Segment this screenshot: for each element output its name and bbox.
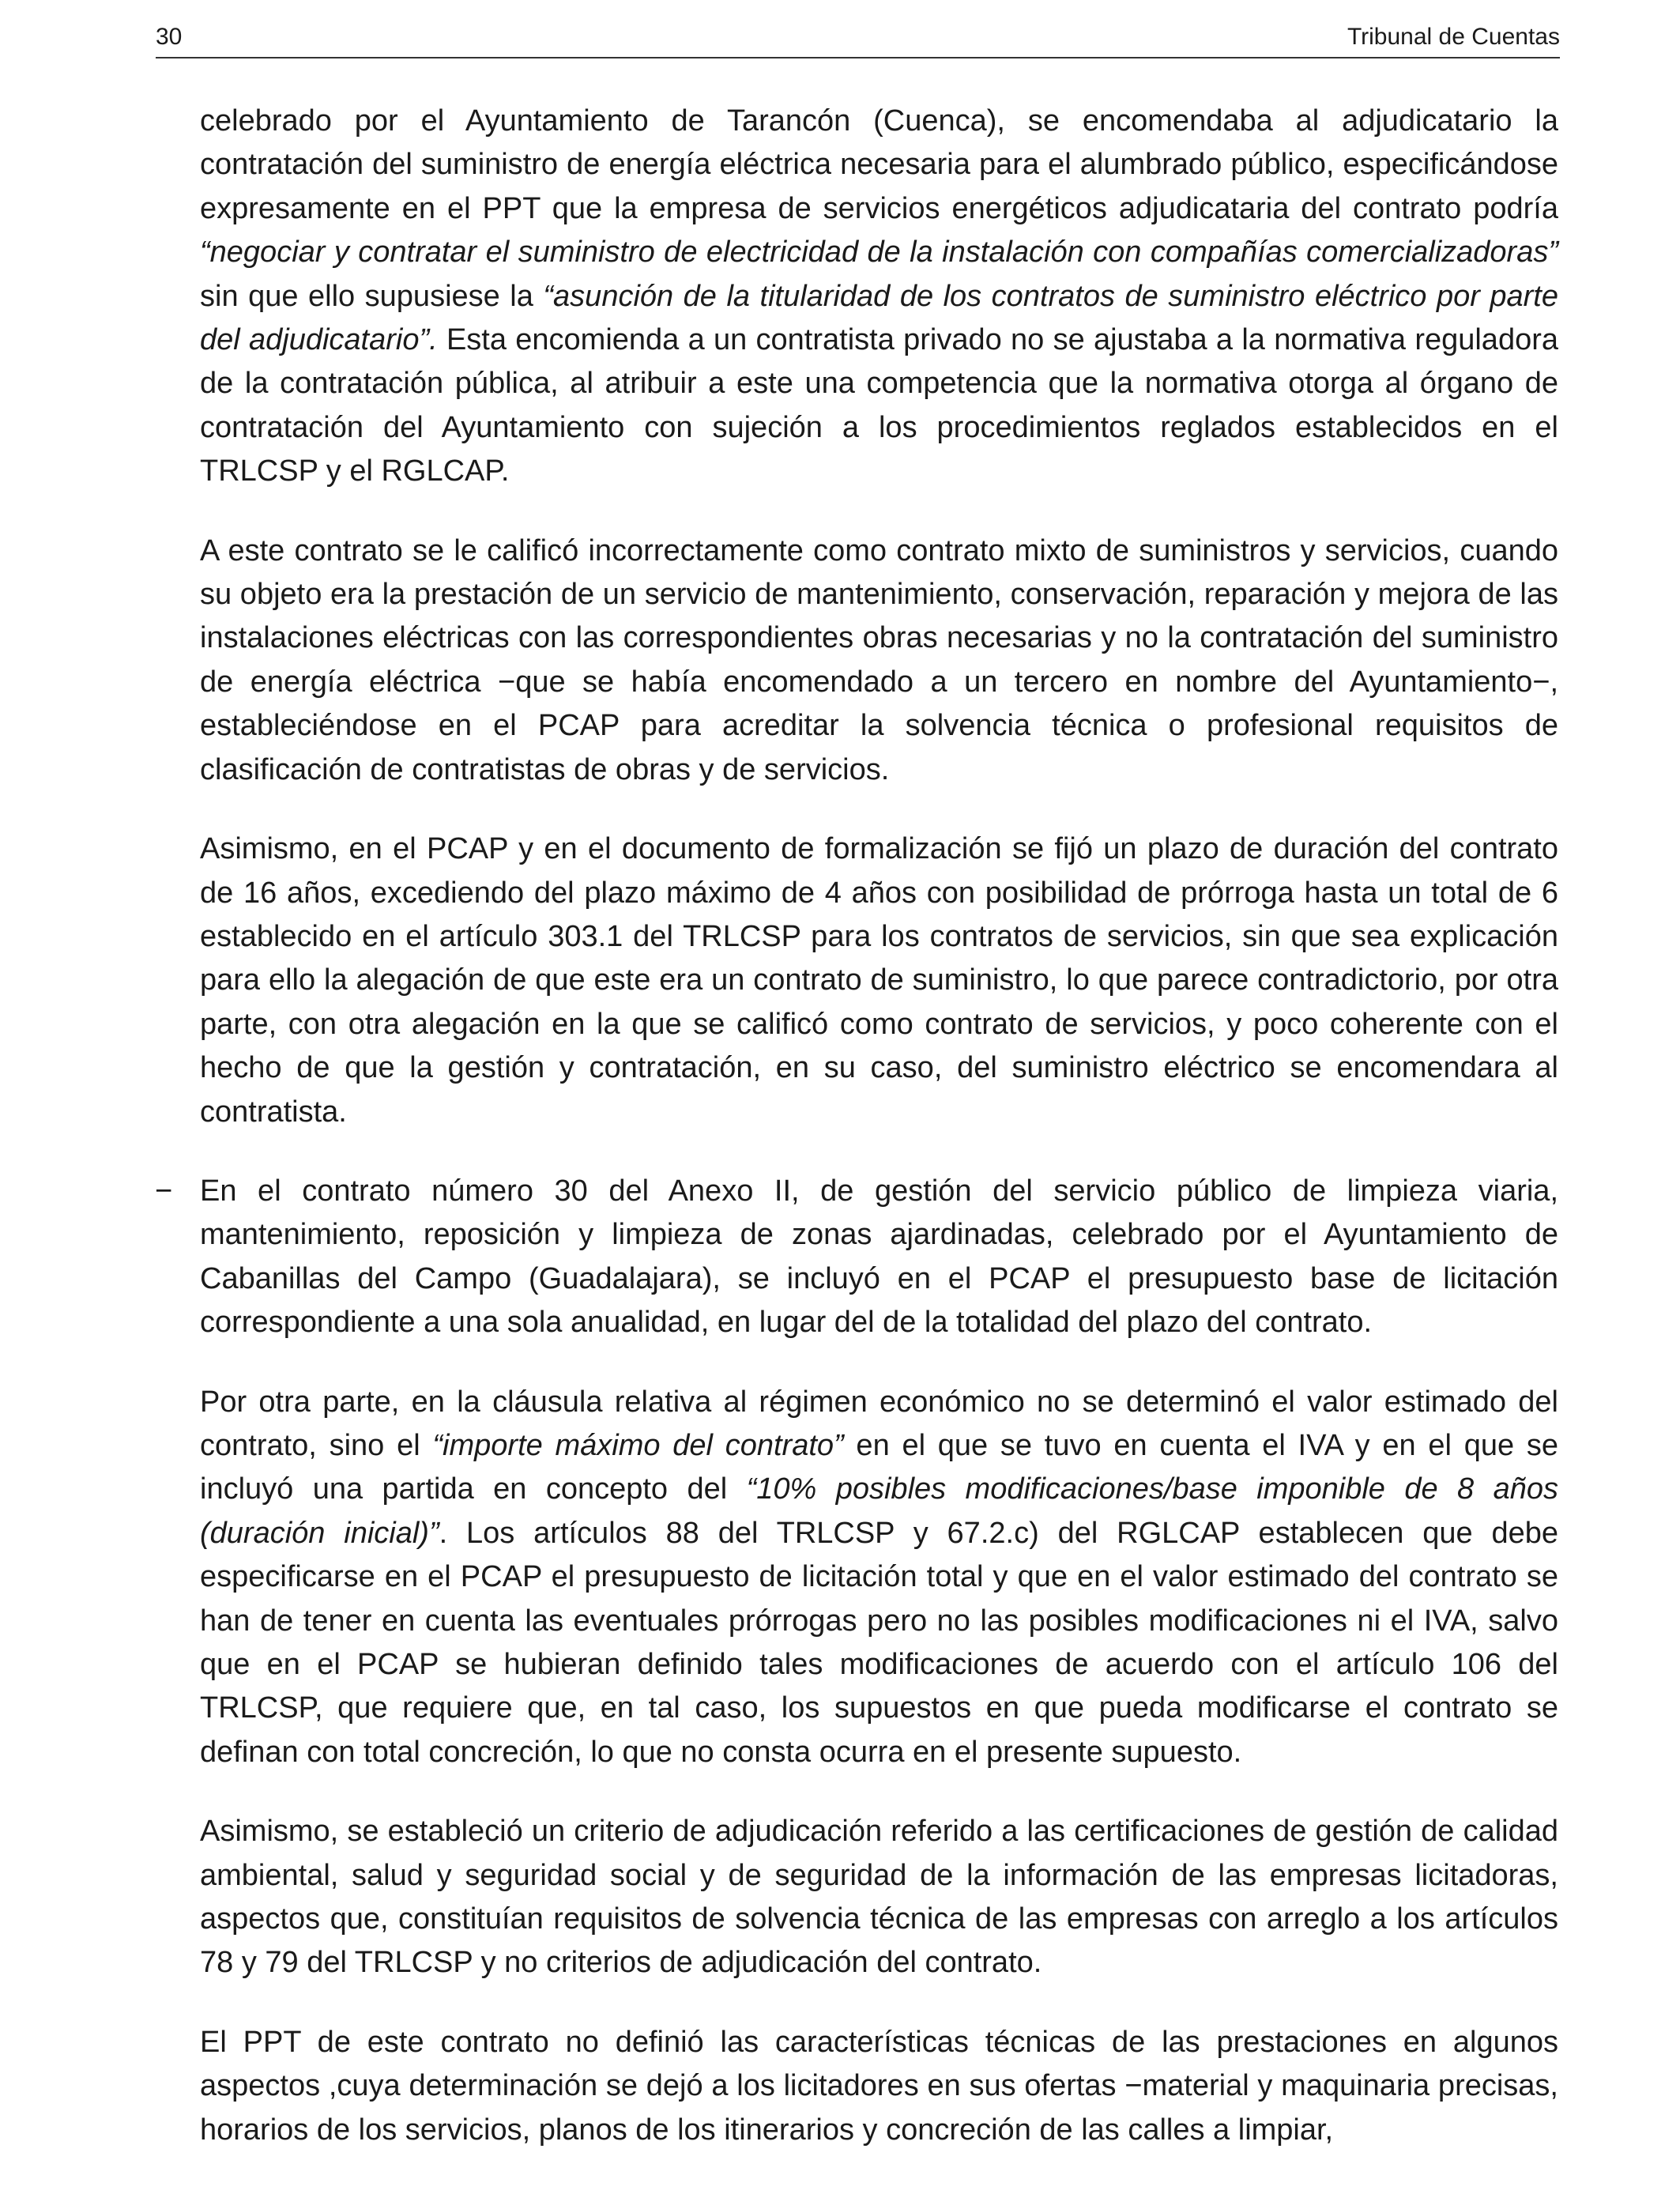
- text-run: En el contrato número 30 del Anexo II, de gestión del servicio público de limpieza viaria, mantenimiento, reposición y limpieza de zonas ajardinadas, celebrado por el Ayuntamiento de Cabanillas del Campo (Guadalajara), se incluyó en el PCAP el presupuesto base de licitación correspondiente a una sola anualidad, en lugar del de la totalidad del plazo del contrato.: [200, 1174, 1558, 1340]
- text-run: en el que se tuvo en cuenta el IVA y en el que se incluyó una partida en concepto del: [200, 1428, 1558, 1506]
- header-title: Tribunal de Cuentas: [1347, 24, 1560, 50]
- text-run: A este contrato se le calificó incorrectamente como contrato mixto de suministros y servicios, cuando su objeto era la prestación de un servicio de mantenimiento, conservación, reparación y mejora de las instalaciones eléctricas con las correspondientes obras necesarias y no la contratación del suministro de energía eléctrica −que se había encomendado a un tercero en nombre del Ayuntamiento−, estableciéndose en el PCAP para acreditar la solvencia técnica o profesional requisitos de clasificación de contratistas de obras y de servicios.: [200, 533, 1558, 786]
- paragraph: [200, 2021, 1558, 2152]
- paragraph: [200, 827, 1558, 1134]
- document-body: [155, 100, 1559, 2188]
- text-run: Por otra parte, en la cláusula relativa al régimen económico no se determinó el valor estimado del contrato, sino el: [200, 1385, 1558, 1462]
- quoted-text: “asunción de la titularidad de los contratos de suministro eléctrico por parte del adjudicatario”.: [200, 279, 1558, 357]
- page-number: 30: [156, 24, 183, 50]
- paragraph: [200, 1810, 1558, 1985]
- dash-bullet: −: [155, 1174, 173, 1208]
- text-run: celebrado por el Ayuntamiento de Tarancón (Cuenca), se encomendaba al adjudicatario la contratación del suministro de energía eléctrica necesaria para el alumbrado público, especificándose expresamente en el PPT que la empresa de servicios energéticos adjudicataria del contrato podría: [200, 104, 1558, 225]
- page-header: [156, 22, 1560, 58]
- paragraph: [200, 1381, 1558, 1775]
- dash-list-item: [155, 1170, 1558, 1345]
- quoted-text: “importe máximo del contrato”: [432, 1428, 844, 1462]
- text-run: . Los artículos 88 del TRLCSP y 67.2.c) del RGLCAP establecen que debe especificarse en el PCAP el presupuesto de licitación total y que en el valor estimado del contrato se han de tener en cuenta las eventuales prórrogas pero no las posibles modificaciones ni el IVA, salvo que en el PCAP se hubieran definido tales modificaciones de acuerdo con el artículo 106 del TRLCSP, que requiere que, en tal caso, los supuestos en que pueda modificarse el contrato se definan con total concreción, lo que no consta ocurra en el presente supuesto.: [200, 1516, 1559, 1769]
- text-run: Asimismo, se estableció un criterio de adjudicación referido a las certificaciones de gestión de calidad ambiental, salud y seguridad social y de seguridad de la información de las empresas licitadoras, aspectos que, constituían requisitos de solvencia técnica de las empresas con arreglo a los artículos 78 y 79 del TRLCSP y no criterios de adjudicación del contrato.: [200, 1815, 1558, 1980]
- quoted-text: “10% posibles modificaciones/base imponible de 8 años (duración inicial)”: [200, 1472, 1558, 1550]
- paragraph: [200, 530, 1558, 792]
- text-run: sin que ello supusiese la: [200, 279, 544, 313]
- paragraph: [200, 100, 1558, 494]
- text-run: Asimismo, en el PCAP y en el documento de formalización se fijó un plazo de duración del contrato de 16 años, excediendo del plazo máximo de 4 años con posibilidad de prórroga hasta un total de 6 establecido en el artículo 303.1 del TRLCSP para los contratos de servicios, sin que sea explicación para ello la alegación de que este era un contrato de suministro, lo que parece contradictorio, por otra parte, con otra alegación en la que se calificó como contrato de servicios, y poco coherente con el hecho de que la gestión y contratación, en su caso, del suministro eléctrico se encomendara al contratista.: [200, 832, 1558, 1129]
- text-run: El PPT de este contrato no definió las características técnicas de las prestaciones en algunos aspectos ,cuya determinación se dejó a los licitadores en sus ofertas −material y maquinaria precisas, horarios de los servicios, planos de los itinerarios y concreción de las calles a limpiar,: [200, 2025, 1558, 2147]
- quoted-text: “negociar y contratar el suministro de electricidad de la instalación con compañías comercializadoras”: [200, 236, 1558, 270]
- text-run: Esta encomienda a un contratista privado no se ajustaba a la normativa reguladora de la contratación pública, al atribuir a este una competencia que la normativa otorga al órgano de contratación del Ayuntamiento con sujeción a los procedimientos reglados establecidos en el TRLCSP y el RGLCAP.: [200, 323, 1558, 488]
